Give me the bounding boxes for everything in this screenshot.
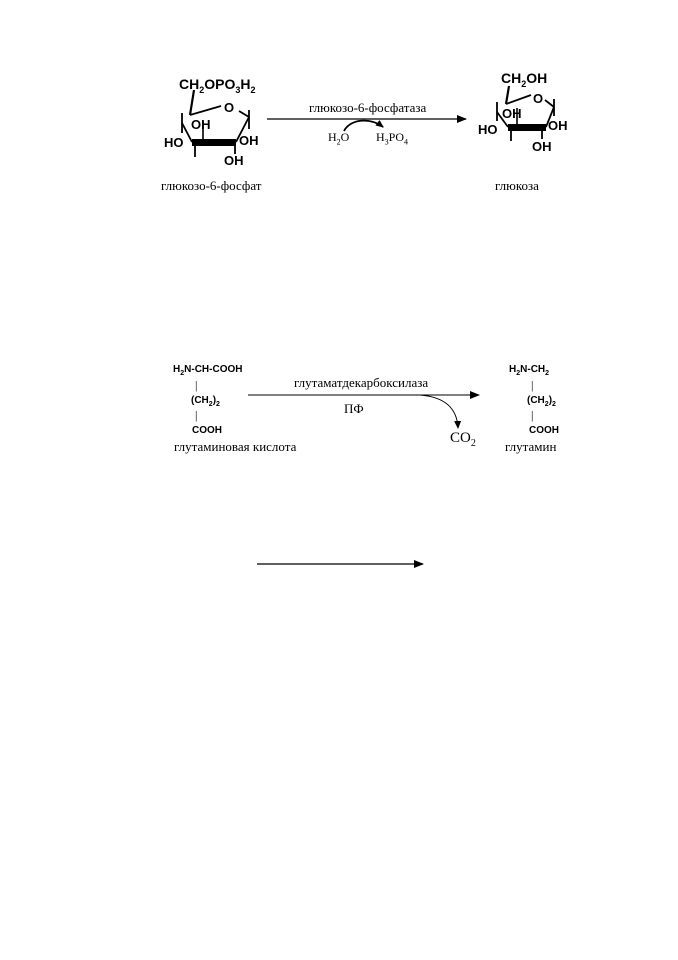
bottom-hydroxyl-label: OH [224, 153, 244, 168]
glutamate-name: глутаминовая кислота [174, 439, 297, 454]
inner-hydroxyl-label: OH [191, 117, 211, 132]
right-hydroxyl-label: OH [239, 133, 259, 148]
substrate-name: глюкозо-6-фосфат [161, 178, 262, 193]
product-left-hydroxyl-label: HO [478, 122, 498, 137]
water-label: $H_2O$ [328, 130, 350, 147]
cofactor-label: ПФ [344, 401, 364, 416]
carbon-dioxide-label: $CO_2$ [450, 430, 476, 449]
glutamine-line2: $(CH_2)_2$ [527, 395, 556, 408]
glutamate-line1: $H_2N-CH$-COOH [173, 364, 243, 377]
decarboxylase-name: глутаматдекарбоксилаза [294, 375, 429, 390]
glutamine-bond2: | [531, 408, 534, 422]
glutamine-bond1: | [531, 378, 534, 392]
glutamine-name: глутамин [505, 439, 557, 454]
product-inner-hydroxyl-label: OH [502, 106, 522, 121]
product-right-hydroxyl-label: OH [548, 118, 568, 133]
glutamine-line1: $H_2N-CH_2$ [509, 364, 550, 377]
enzyme-name: глюкозо-6-фосфатаза [309, 100, 427, 115]
glutamate-line3: COOH [192, 425, 222, 436]
product-bottom-hydroxyl-label: OH [532, 139, 552, 154]
product-name: глюкоза [495, 178, 539, 193]
phosphoric-acid-label: $H_3PO_4$ [376, 130, 409, 147]
glutamine-line3: COOH [529, 425, 559, 436]
glutamate-line2: $(CH_2)_2$ [191, 395, 220, 408]
left-hydroxyl-label: HO [164, 135, 184, 150]
reaction2-curved-arrow [420, 395, 458, 428]
glutamate-bond1: | [195, 378, 198, 392]
hydroxymethyl-group-label: $CH_2OH$ [501, 70, 548, 89]
glutamate-bond2: | [195, 408, 198, 422]
product-ring-oxygen-label: O [533, 91, 544, 106]
phosphate-group-label: $CH_2OPO_3H_2$ [179, 76, 256, 95]
ring-oxygen-label: O [224, 100, 235, 115]
